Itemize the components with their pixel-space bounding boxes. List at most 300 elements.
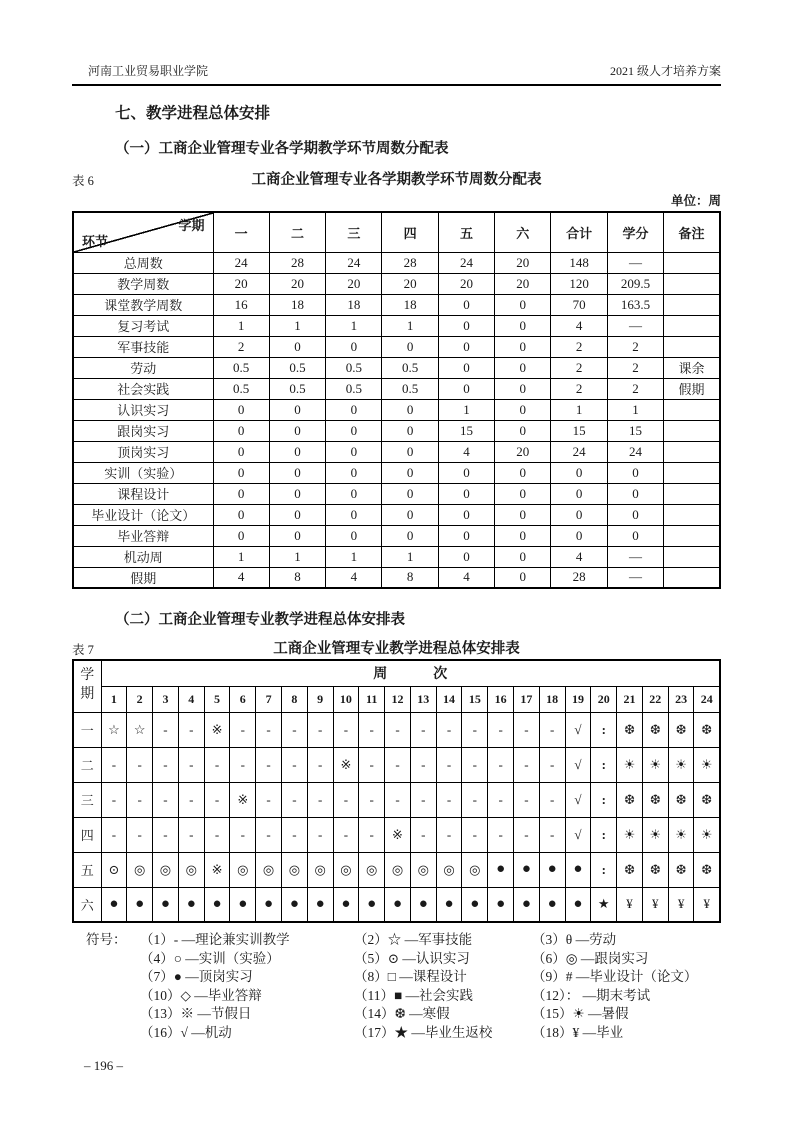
t7-cell: √ bbox=[565, 747, 591, 782]
t7-cell: - bbox=[385, 782, 411, 817]
t7-cell: - bbox=[230, 747, 256, 782]
t6-cell: 20 bbox=[269, 273, 325, 294]
t6-cell: 1 bbox=[326, 315, 382, 336]
t6-cell: 0 bbox=[213, 441, 269, 462]
t7-cell: - bbox=[436, 817, 462, 852]
t6-cell: 0 bbox=[607, 504, 663, 525]
t7-cell: - bbox=[281, 782, 307, 817]
t6-corner-semester: 学期 bbox=[178, 218, 205, 233]
t7-week-header: 19 bbox=[565, 686, 591, 712]
t7-cell: - bbox=[333, 782, 359, 817]
t7-week-number-row bbox=[73, 686, 720, 712]
page-header bbox=[72, 0, 721, 86]
t6-cell: 0 bbox=[269, 462, 325, 483]
t6-row-label: 课堂教学周数 bbox=[73, 294, 213, 315]
t7-cell: ● bbox=[307, 887, 333, 922]
t7-cell: - bbox=[410, 747, 436, 782]
table6-label: 表 6 bbox=[72, 174, 94, 188]
t6-cell: 假期 bbox=[664, 378, 720, 399]
subtitle-table6: （一）工商企业管理专业各学期教学环节周数分配表 bbox=[115, 141, 449, 157]
t7-cell: - bbox=[539, 782, 565, 817]
t7-week-header: 16 bbox=[488, 686, 514, 712]
t7-cell: ● bbox=[539, 852, 565, 887]
t7-cell: - bbox=[359, 747, 385, 782]
legend-item: （1）- —理论兼实训教学 bbox=[140, 932, 290, 947]
t7-cell: ❆ bbox=[694, 712, 720, 747]
t6-cell: 0 bbox=[269, 420, 325, 441]
t6-cell: 2 bbox=[607, 357, 663, 378]
t6-cell: 0 bbox=[326, 336, 382, 357]
t7-cell: - bbox=[153, 747, 179, 782]
t7-cell: ☆ bbox=[127, 712, 153, 747]
t6-row bbox=[73, 462, 720, 483]
t6-cell: 0 bbox=[382, 399, 438, 420]
t6-row-label: 复习考试 bbox=[73, 315, 213, 336]
t7-cell: - bbox=[307, 747, 333, 782]
t6-row bbox=[73, 357, 720, 378]
symbol-legend bbox=[72, 931, 721, 1042]
t6-cell: 20 bbox=[495, 252, 551, 273]
t6-cell: 0 bbox=[326, 462, 382, 483]
t7-week-header: 1 bbox=[101, 686, 127, 712]
table6-caption-row bbox=[72, 168, 721, 188]
t6-cell: — bbox=[607, 252, 663, 273]
t7-cell: ● bbox=[230, 887, 256, 922]
t7-cell: - bbox=[204, 782, 230, 817]
t6-cell: 0 bbox=[495, 462, 551, 483]
t7-cell: - bbox=[230, 712, 256, 747]
t7-cell: - bbox=[281, 817, 307, 852]
t7-cell: - bbox=[410, 712, 436, 747]
t6-cell: 0 bbox=[495, 525, 551, 546]
t6-header-row bbox=[73, 212, 720, 252]
t6-cell: 24 bbox=[438, 252, 494, 273]
t7-corner-semester bbox=[73, 660, 101, 712]
t6-cell: 2 bbox=[551, 378, 607, 399]
t6-cell: 2 bbox=[551, 336, 607, 357]
t6-cell: 0 bbox=[495, 315, 551, 336]
t7-cell: - bbox=[307, 782, 333, 817]
t7-cell: - bbox=[514, 817, 540, 852]
t7-cell: : bbox=[591, 782, 617, 817]
t7-cell: ☀ bbox=[642, 747, 668, 782]
t7-cell: - bbox=[101, 747, 127, 782]
t6-column-header: 备注 bbox=[664, 212, 720, 252]
t7-cell: ● bbox=[514, 887, 540, 922]
t7-cell: - bbox=[256, 747, 282, 782]
t6-cell: 0 bbox=[382, 525, 438, 546]
t6-row bbox=[73, 441, 720, 462]
t7-cell: - bbox=[333, 712, 359, 747]
t7-cell: - bbox=[462, 712, 488, 747]
t7-cell: - bbox=[178, 817, 204, 852]
t7-cell: ● bbox=[101, 887, 127, 922]
t7-cell: ❆ bbox=[668, 852, 694, 887]
header-program-name: 2021 级人才培养方案 bbox=[609, 64, 721, 78]
t7-cell: - bbox=[127, 747, 153, 782]
t6-cell bbox=[664, 315, 720, 336]
t7-cell: - bbox=[178, 747, 204, 782]
t7-week-header: 20 bbox=[591, 686, 617, 712]
legend-prefix bbox=[86, 987, 140, 1006]
t7-week-header: 7 bbox=[256, 686, 282, 712]
t7-cell: ¥ bbox=[642, 887, 668, 922]
t7-cell: ● bbox=[539, 887, 565, 922]
t7-week-header: 17 bbox=[514, 686, 540, 712]
t7-cell: ● bbox=[565, 887, 591, 922]
t6-row-label: 跟岗实习 bbox=[73, 420, 213, 441]
weeks-allocation-table bbox=[72, 211, 721, 589]
legend-item: （14）❆ —寒假 bbox=[354, 1006, 450, 1021]
t6-cell: 0 bbox=[213, 399, 269, 420]
t7-cell: - bbox=[410, 782, 436, 817]
t6-row bbox=[73, 378, 720, 399]
t6-row bbox=[73, 546, 720, 567]
t6-cell: 1 bbox=[213, 315, 269, 336]
t6-cell: 20 bbox=[495, 273, 551, 294]
t7-cell: ● bbox=[359, 887, 385, 922]
legend-item: （17）★ —毕业生返校 bbox=[354, 1024, 493, 1040]
legend-prefix bbox=[86, 1024, 140, 1043]
t6-row-label: 机动周 bbox=[73, 546, 213, 567]
t6-cell bbox=[664, 504, 720, 525]
t6-cell: 0 bbox=[551, 483, 607, 504]
t6-cell: 0 bbox=[269, 336, 325, 357]
t7-cell: ◎ bbox=[153, 852, 179, 887]
t7-cell: ¥ bbox=[617, 887, 643, 922]
legend-item: （10）◇ —毕业答辩 bbox=[140, 987, 262, 1003]
t6-cell: 148 bbox=[551, 252, 607, 273]
t7-cell: ● bbox=[256, 887, 282, 922]
t7-cell: - bbox=[204, 817, 230, 852]
t7-row bbox=[73, 782, 720, 817]
t7-cell: ☀ bbox=[617, 817, 643, 852]
t7-row-label: 二 bbox=[73, 747, 101, 782]
t6-cell: 4 bbox=[438, 567, 494, 588]
t6-cell bbox=[664, 441, 720, 462]
t7-row bbox=[73, 852, 720, 887]
t7-cell: ※ bbox=[204, 712, 230, 747]
t7-cell: ◎ bbox=[307, 852, 333, 887]
t6-cell: 8 bbox=[269, 567, 325, 588]
t6-row-label: 社会实践 bbox=[73, 378, 213, 399]
t7-cell: - bbox=[256, 782, 282, 817]
t7-cell: - bbox=[359, 817, 385, 852]
t6-row-label: 假期 bbox=[73, 567, 213, 588]
t6-cell: 20 bbox=[213, 273, 269, 294]
legend-item: （13）※ —节假日 bbox=[140, 1006, 252, 1021]
t6-column-header: 学分 bbox=[607, 212, 663, 252]
t6-cell: 0 bbox=[213, 504, 269, 525]
t6-column-header: 五 bbox=[438, 212, 494, 252]
t6-cell: 0 bbox=[495, 483, 551, 504]
t7-group-char: 周 bbox=[373, 667, 388, 683]
t6-cell: 0 bbox=[607, 525, 663, 546]
t6-cell: 24 bbox=[607, 441, 663, 462]
t7-cell: ◎ bbox=[256, 852, 282, 887]
t6-cell: 0 bbox=[438, 504, 494, 525]
t6-cell bbox=[664, 420, 720, 441]
t6-cell: 0 bbox=[213, 462, 269, 483]
table7-label: 表 7 bbox=[72, 643, 94, 657]
t6-row bbox=[73, 336, 720, 357]
t7-row-label: 四 bbox=[73, 817, 101, 852]
t6-cell: 0 bbox=[213, 420, 269, 441]
t6-row-label: 教学周数 bbox=[73, 273, 213, 294]
t7-cell: - bbox=[436, 747, 462, 782]
t6-row-label: 顶岗实习 bbox=[73, 441, 213, 462]
t6-column-header: 四 bbox=[382, 212, 438, 252]
t6-cell: 24 bbox=[326, 252, 382, 273]
t7-week-header: 2 bbox=[127, 686, 153, 712]
t6-cell: 1 bbox=[326, 546, 382, 567]
header-school-name: 河南工业贸易职业学院 bbox=[88, 64, 209, 78]
t6-cell: 0 bbox=[382, 462, 438, 483]
t6-cell: — bbox=[607, 315, 663, 336]
t6-cell: 0 bbox=[438, 462, 494, 483]
t6-cell: 1 bbox=[551, 399, 607, 420]
t7-group-char: 次 bbox=[433, 667, 448, 683]
legend-item: （12）： —期末考试 bbox=[532, 987, 651, 1003]
t6-cell: 0 bbox=[382, 336, 438, 357]
t7-cell: ☀ bbox=[668, 747, 694, 782]
t6-cell: 20 bbox=[326, 273, 382, 294]
t7-cell: - bbox=[488, 817, 514, 852]
t6-column-header: 一 bbox=[213, 212, 269, 252]
t6-cell: 课余 bbox=[664, 357, 720, 378]
t7-cell: - bbox=[462, 747, 488, 782]
t6-cell: 0 bbox=[326, 525, 382, 546]
t6-cell: 0.5 bbox=[326, 357, 382, 378]
legend-item: （4）○ —实训（实验） bbox=[140, 950, 280, 966]
t6-cell: 0 bbox=[495, 567, 551, 588]
t7-row bbox=[73, 887, 720, 922]
t6-cell: 28 bbox=[269, 252, 325, 273]
t7-cell: ● bbox=[488, 887, 514, 922]
t6-cell: 0 bbox=[607, 462, 663, 483]
t6-cell: 0.5 bbox=[382, 357, 438, 378]
t7-cell: ☀ bbox=[617, 747, 643, 782]
t6-cell: 16 bbox=[213, 294, 269, 315]
t7-week-header: 4 bbox=[178, 686, 204, 712]
t6-cell bbox=[664, 483, 720, 504]
t6-cell: 1 bbox=[382, 546, 438, 567]
t6-cell: 0 bbox=[326, 420, 382, 441]
t6-cell: 20 bbox=[382, 273, 438, 294]
t6-cell bbox=[664, 273, 720, 294]
t7-cell: ❆ bbox=[617, 712, 643, 747]
t6-row bbox=[73, 567, 720, 588]
table6-title: 工商企业管理专业各学期教学环节周数分配表 bbox=[251, 172, 542, 188]
t6-cell: — bbox=[607, 567, 663, 588]
t7-cell: - bbox=[488, 747, 514, 782]
t6-cell: 0 bbox=[438, 294, 494, 315]
t7-cell: - bbox=[488, 712, 514, 747]
t6-cell bbox=[664, 546, 720, 567]
t6-row-label: 毕业答辩 bbox=[73, 525, 213, 546]
t7-cell: ◎ bbox=[385, 852, 411, 887]
t7-cell: - bbox=[539, 747, 565, 782]
schedule-grid-table bbox=[72, 659, 721, 923]
t7-cell: ● bbox=[178, 887, 204, 922]
t6-cell: 2 bbox=[607, 378, 663, 399]
t6-cell: 2 bbox=[551, 357, 607, 378]
t7-week-header: 14 bbox=[436, 686, 462, 712]
t6-cell: 18 bbox=[269, 294, 325, 315]
t6-cell: 20 bbox=[495, 441, 551, 462]
t7-cell: ※ bbox=[385, 817, 411, 852]
t7-cell: - bbox=[281, 747, 307, 782]
t7-week-header: 9 bbox=[307, 686, 333, 712]
t7-cell: - bbox=[436, 782, 462, 817]
t6-cell: 0 bbox=[269, 441, 325, 462]
t7-cell: - bbox=[101, 817, 127, 852]
t6-cell bbox=[664, 525, 720, 546]
t6-cell: — bbox=[607, 546, 663, 567]
t7-cell: - bbox=[359, 782, 385, 817]
t6-cell: 2 bbox=[607, 336, 663, 357]
t7-cell: ☆ bbox=[101, 712, 127, 747]
t7-cell: ◎ bbox=[178, 852, 204, 887]
t7-cell: ☀ bbox=[694, 747, 720, 782]
t6-row bbox=[73, 252, 720, 273]
t6-row-label: 课程设计 bbox=[73, 483, 213, 504]
t6-cell: 18 bbox=[326, 294, 382, 315]
legend-item: （11）■ —社会实践 bbox=[354, 987, 474, 1003]
t7-row-label: 三 bbox=[73, 782, 101, 817]
t6-cell: 15 bbox=[607, 420, 663, 441]
t7-cell: ● bbox=[281, 887, 307, 922]
t7-row-label: 六 bbox=[73, 887, 101, 922]
t7-group-row bbox=[73, 660, 720, 686]
t6-cell: 1 bbox=[382, 315, 438, 336]
t6-cell: 0 bbox=[495, 420, 551, 441]
t7-cell: - bbox=[230, 817, 256, 852]
t7-cell: - bbox=[359, 712, 385, 747]
t6-cell: 20 bbox=[438, 273, 494, 294]
t6-cell: 0 bbox=[438, 546, 494, 567]
t6-cell: 0 bbox=[382, 504, 438, 525]
t7-cell: ※ bbox=[204, 852, 230, 887]
t7-cell: ● bbox=[565, 852, 591, 887]
t6-cell bbox=[664, 462, 720, 483]
t7-week-header: 22 bbox=[642, 686, 668, 712]
t6-cell: 1 bbox=[269, 546, 325, 567]
t6-cell: 4 bbox=[213, 567, 269, 588]
legend-item: （15）☀ —暑假 bbox=[532, 1006, 629, 1021]
t7-cell: ❆ bbox=[642, 712, 668, 747]
t6-cell: 0 bbox=[495, 336, 551, 357]
t6-cell: 18 bbox=[382, 294, 438, 315]
t6-cell: 4 bbox=[551, 546, 607, 567]
t6-cell: 0 bbox=[326, 483, 382, 504]
t7-cell: - bbox=[436, 712, 462, 747]
t6-cell: 0.5 bbox=[326, 378, 382, 399]
t6-cell: 0 bbox=[269, 504, 325, 525]
t6-column-header: 合计 bbox=[551, 212, 607, 252]
t7-cell: ⊙ bbox=[101, 852, 127, 887]
t7-cell: ◎ bbox=[281, 852, 307, 887]
t7-cell: ❆ bbox=[668, 712, 694, 747]
t7-week-group-header bbox=[101, 660, 720, 686]
t6-corner-activity: 环节 bbox=[82, 233, 109, 249]
t6-cell: 0 bbox=[438, 483, 494, 504]
t6-cell: 0.5 bbox=[382, 378, 438, 399]
t6-cell: 0 bbox=[326, 441, 382, 462]
t7-week-header: 3 bbox=[153, 686, 179, 712]
t7-cell: ☀ bbox=[642, 817, 668, 852]
t7-cell: : bbox=[591, 817, 617, 852]
t7-week-header: 11 bbox=[359, 686, 385, 712]
legend-item: （5）⊙ —认识实习 bbox=[354, 950, 470, 966]
t6-row bbox=[73, 315, 720, 336]
legend-prefix: 符号： bbox=[86, 932, 127, 947]
t6-cell: 4 bbox=[551, 315, 607, 336]
t7-cell: ● bbox=[385, 887, 411, 922]
legend-prefix bbox=[86, 950, 140, 969]
t7-cell: ※ bbox=[333, 747, 359, 782]
t7-week-header: 6 bbox=[230, 686, 256, 712]
t7-week-header: 18 bbox=[539, 686, 565, 712]
t7-cell: - bbox=[514, 782, 540, 817]
t7-cell: ● bbox=[410, 887, 436, 922]
t7-cell: ❆ bbox=[642, 852, 668, 887]
t7-cell: ☀ bbox=[668, 817, 694, 852]
t6-cell: 0 bbox=[438, 525, 494, 546]
t6-cell bbox=[664, 336, 720, 357]
section-title: 七、教学进程总体安排 bbox=[115, 105, 271, 122]
t7-cell: : bbox=[591, 712, 617, 747]
t7-row-label: 一 bbox=[73, 712, 101, 747]
t7-cell: - bbox=[488, 782, 514, 817]
t7-cell: - bbox=[153, 782, 179, 817]
subtitle-table7: （二）工商企业管理专业教学进程总体安排表 bbox=[115, 612, 405, 628]
legend-item: （9）# —毕业设计（论文） bbox=[532, 969, 698, 984]
t7-cell: ¥ bbox=[668, 887, 694, 922]
t6-cell bbox=[664, 567, 720, 588]
t7-week-header: 10 bbox=[333, 686, 359, 712]
t6-column-header: 二 bbox=[269, 212, 325, 252]
t7-week-header: 15 bbox=[462, 686, 488, 712]
t6-cell: 28 bbox=[551, 567, 607, 588]
t6-row bbox=[73, 399, 720, 420]
t6-cell: 0 bbox=[495, 378, 551, 399]
t6-cell: 0.5 bbox=[213, 378, 269, 399]
t6-cell: 4 bbox=[326, 567, 382, 588]
t6-cell: 0.5 bbox=[269, 357, 325, 378]
t6-cell: 1 bbox=[213, 546, 269, 567]
t6-cell: 0 bbox=[326, 504, 382, 525]
t7-cell: - bbox=[462, 817, 488, 852]
t6-cell bbox=[664, 294, 720, 315]
t7-cell: - bbox=[153, 817, 179, 852]
legend-item: （7）● —顶岗实习 bbox=[140, 969, 253, 984]
t7-cell: - bbox=[307, 712, 333, 747]
t7-cell: ❆ bbox=[694, 782, 720, 817]
t7-cell: ◎ bbox=[333, 852, 359, 887]
t7-cell: - bbox=[281, 712, 307, 747]
t6-corner-cell bbox=[73, 212, 213, 252]
t7-cell: : bbox=[591, 747, 617, 782]
t7-cell: ◎ bbox=[436, 852, 462, 887]
t6-cell: 0 bbox=[269, 525, 325, 546]
t7-cell: ◎ bbox=[230, 852, 256, 887]
legend-prefix bbox=[86, 1005, 140, 1024]
t6-cell: 1 bbox=[269, 315, 325, 336]
legend-item: （3）θ —劳动 bbox=[532, 932, 617, 947]
t6-cell: 209.5 bbox=[607, 273, 663, 294]
t7-cell: - bbox=[127, 817, 153, 852]
